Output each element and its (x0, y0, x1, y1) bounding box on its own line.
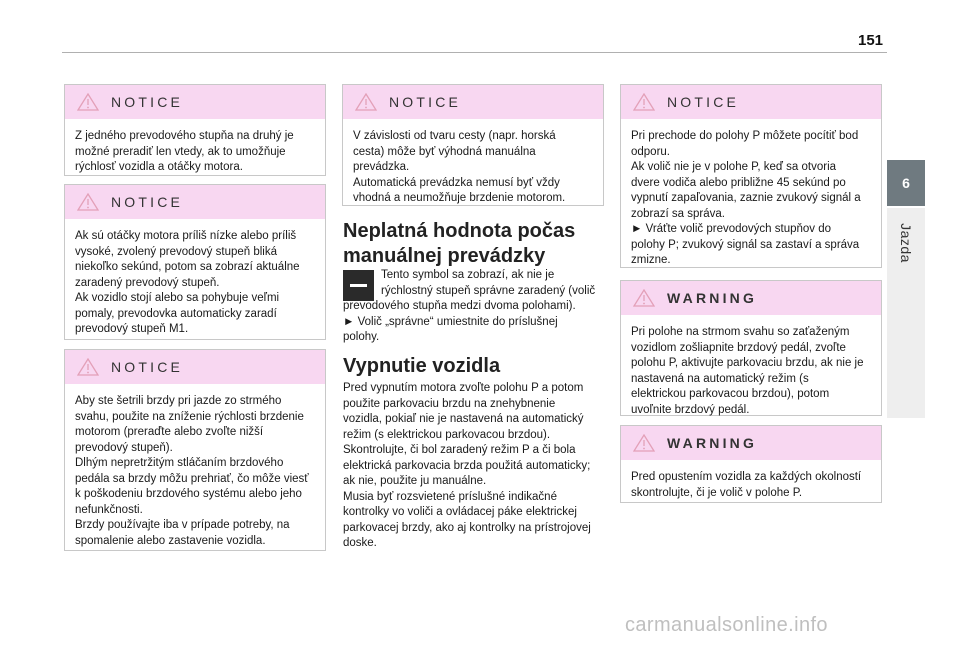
warning-triangle-icon (77, 193, 99, 211)
warning-label: WARNING (667, 435, 758, 451)
notice-header (65, 185, 325, 219)
warning-triangle-icon (77, 358, 99, 376)
notice-header (65, 85, 325, 119)
notice-box-3 (64, 349, 326, 551)
notice-text: Z jedného prevodového stupňa na druhý je možné preradiť len vtedy, ak to umožňuje rýchlosť vozidla a otáčky motora. (75, 130, 294, 173)
section-title-invalid: Neplatná hodnota počas manuálnej prevádzky (343, 220, 576, 267)
page-number: 151 (858, 32, 884, 49)
notice-label: NOTICE (111, 94, 184, 110)
header-rule (62, 52, 887, 53)
invalid-text-wrapped: Tento symbol sa zobrazí, ak nie je rýchlostný stupeň správne zaradený (volič (381, 269, 596, 297)
chapter-tab: 6 (887, 160, 925, 206)
notice-text: Aby ste šetrili brzdy pri jazde zo strmého svahu, použite na zníženie rýchlosti brzdenie motorom (preraďte alebo zvoľte nižší prevodový stupeň). Dlhým nepretržitým stláčaním brzdového pedála sa brzdy môžu prehriať, čo môže viesť k poškodeniu brzdového systému alebo jeho nefunkčnosti. Brzdy používajte iba v prípade potreby, na spomalenie alebo zastavenie vozidla. (75, 395, 309, 547)
notice-header (65, 350, 325, 384)
notice-box-5 (620, 84, 882, 268)
warning-box-1 (620, 280, 882, 416)
warning-label: WARNING (667, 290, 758, 306)
watermark: carmanualsonline.info (625, 614, 828, 636)
warning-triangle-icon (355, 93, 377, 111)
notice-header (343, 85, 603, 119)
warning-header (621, 426, 881, 460)
chapter-label (887, 208, 925, 278)
chapter-title: Jazda (898, 223, 915, 263)
notice-label: NOTICE (111, 194, 184, 210)
warning-triangle-icon (633, 434, 655, 452)
notice-text: Ak sú otáčky motora príliš nízke alebo príliš vysoké, zvolený prevodový stupeň bliká niekoľko sekúnd, potom sa zobrazí aktuálne zaradený prevodový stupeň. Ak vozidlo stojí alebo sa pohybuje veľmi pomaly, prevodovka automaticky zaradí prevodový stupeň M1. (75, 230, 300, 335)
warning-box-2 (620, 425, 882, 503)
warning-triangle-icon (77, 93, 99, 111)
notice-label: NOTICE (667, 94, 740, 110)
notice-label: NOTICE (389, 94, 462, 110)
off-text: Pred vypnutím motora zvoľte polohu P a potom použite parkovaciu brzdu na znehybnenie vozidla, pokiaľ nie je nastavená na automatický režim (s elektrickou parkovacou brzdou). Skontrolujte, či bol zaradený režim P a či bola elektrická parkovacia brzda použitá automaticky; ak nie, použite ju manuálne. Musia byť rozsvietené príslušné indikačné kontrolky vo voliči a ovládacej páke elektrickej parkovacej brzdy, ako aj kontrolky na prístrojovej doske. (343, 382, 591, 549)
warning-header (621, 281, 881, 315)
notice-label: NOTICE (111, 359, 184, 375)
warning-text: Pred opustením vozidla za každých okolností skontrolujte, či je volič v polohe P. (631, 471, 862, 499)
notice-box-2 (64, 184, 326, 340)
notice-box-1 (64, 84, 326, 176)
warning-text: Pri polohe na strmom svahu so zaťaženým vozidlom zošliapnite brzdový pedál, zvoľte polohu P, aktivujte parkovaciu brzdu, ak nie je nastavená na automatický režim (s elektrickou parkovacou brzdou), potom uvoľnite brzdový pedál. (631, 326, 864, 416)
warning-triangle-icon (633, 93, 655, 111)
warning-triangle-icon (633, 289, 655, 307)
invalid-text: prevodového stupňa medzi dvoma polohami). ► Volič „správne“ umiestnite do príslušnej polohy. (343, 300, 576, 343)
notice-text: V závislosti od tvaru cesty (napr. horská cesta) môže byť výhodná manuálna prevádzka. Automatická prevádzka nemusí byť vždy vhodná a neumožňuje brzdenie motorom. (353, 130, 566, 204)
notice-box-4 (342, 84, 604, 206)
notice-text: Pri prechode do polohy P môžete pocítiť bod odporu. Ak volič nie je v polohe P, keď sa otvoria dvere vodiča alebo približne 45 sekúnd po vypnutí zapaľovania, zaznie zvukový signál a zobrazí sa správa. ► Vráťte volič prevodových stupňov do polohy P; zvukový signál sa zastaví a správa zmizne. (631, 130, 861, 266)
notice-header (621, 85, 881, 119)
dash-symbol-icon (343, 270, 374, 301)
section-title-off: Vypnutie vozidla (343, 355, 501, 377)
